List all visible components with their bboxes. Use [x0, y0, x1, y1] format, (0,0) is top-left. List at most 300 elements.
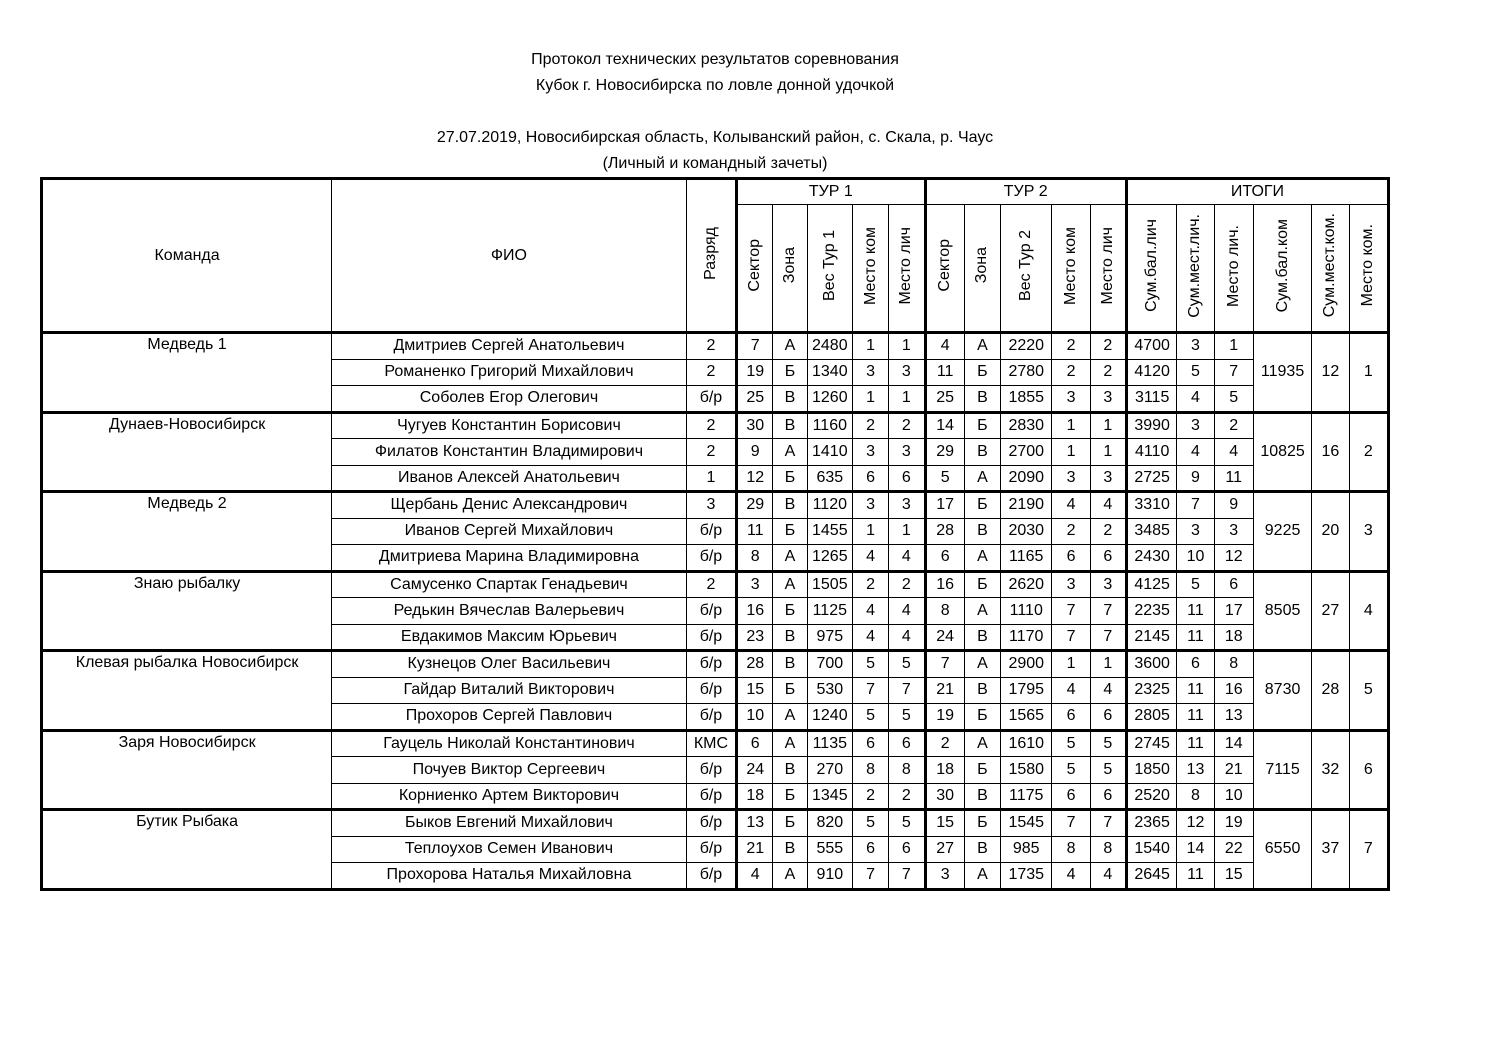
place-ind-total-cell: 8: [1214, 651, 1253, 678]
rank-cell: б/р: [686, 810, 736, 837]
rank-cell: 2: [686, 439, 736, 466]
zone2-cell: В: [964, 439, 1000, 466]
sector2-cell: 19: [925, 704, 964, 731]
sector2-cell: 16: [925, 571, 964, 598]
place-team2-cell: 2: [1052, 518, 1090, 545]
zone1-cell: Б: [773, 518, 807, 545]
sum-points-ind-cell: 2430: [1126, 545, 1176, 572]
place-ind1-cell: 5: [889, 651, 925, 678]
sum-places-ind-cell: 11: [1177, 863, 1214, 890]
place-ind1-cell: 7: [889, 863, 925, 890]
place-team2-cell: 4: [1052, 863, 1090, 890]
zone1-cell: Б: [773, 465, 807, 492]
rank-cell: б/р: [686, 783, 736, 810]
sector1-cell: 4: [737, 863, 773, 890]
rank-cell: б/р: [686, 836, 736, 863]
zone2-cell: А: [964, 651, 1000, 678]
place-team1-cell: 4: [852, 624, 888, 651]
sum-points-team-cell: 11935: [1253, 333, 1311, 413]
sum-points-ind-cell: 3115: [1126, 386, 1176, 413]
weight2-cell: 2190: [1001, 492, 1052, 519]
sum-places-ind-cell: 11: [1177, 704, 1214, 731]
sum-places-team-cell: 27: [1312, 571, 1349, 651]
place-ind1-cell: 1: [889, 518, 925, 545]
place-team1-cell: 7: [852, 677, 888, 704]
place-team1-cell: 1: [852, 518, 888, 545]
sector2-cell: 24: [925, 624, 964, 651]
fio-column-header: ФИО: [332, 179, 687, 333]
place-team1-cell: 1: [852, 386, 888, 413]
weight2-cell: 1175: [1001, 783, 1052, 810]
sector1-cell: 13: [737, 810, 773, 837]
sector1-cell: 15: [737, 677, 773, 704]
place-team1-cell: 3: [852, 439, 888, 466]
weight2-cell: 2090: [1001, 465, 1052, 492]
place-team2-cell: 7: [1052, 624, 1090, 651]
place-team2-cell: 3: [1052, 571, 1090, 598]
team-name-cell: Знаю рыбалку: [42, 571, 332, 651]
rank-cell: 2: [686, 333, 736, 360]
weight2-cell: 2620: [1001, 571, 1052, 598]
place-ind1-cell: 5: [889, 810, 925, 837]
fio-cell: Кузнецов Олег Васильевич: [332, 651, 687, 678]
zone1-cell: А: [773, 571, 807, 598]
place-team1-cell: 7: [852, 863, 888, 890]
sector1-cell: 9: [737, 439, 773, 466]
fio-cell: Теплоухов Семен Иванович: [332, 836, 687, 863]
place-ind-total-cell: 15: [1214, 863, 1253, 890]
place-ind1-cell: 5: [889, 704, 925, 731]
zone2-cell: А: [964, 730, 1000, 757]
sum-places-ind-cell: 4: [1177, 439, 1214, 466]
place-ind2-cell: 5: [1090, 730, 1126, 757]
rank-cell: 2: [686, 571, 736, 598]
team-name-cell: Медведь 1: [42, 333, 332, 413]
place-team2-cell: 6: [1052, 545, 1090, 572]
sum-points-ind-cell: 3485: [1126, 518, 1176, 545]
zone2-cell: Б: [964, 757, 1000, 784]
sector1-cell: 23: [737, 624, 773, 651]
zone1-cell: В: [773, 624, 807, 651]
zone1-cell: В: [773, 757, 807, 784]
weight2-cell: 2900: [1001, 651, 1052, 678]
place-ind-total-cell: 21: [1214, 757, 1253, 784]
sum-points-team-cell: 7115: [1253, 730, 1311, 810]
zone1-cell: Б: [773, 598, 807, 625]
place-ind-total-cell: 4: [1214, 439, 1253, 466]
sector2-cell: 30: [925, 783, 964, 810]
zone2-cell: А: [964, 465, 1000, 492]
sum-places-ind-header: Сум.мест.лич.: [1177, 205, 1214, 333]
weight2-cell: 2780: [1001, 359, 1052, 386]
place-ind2-cell: 1: [1090, 439, 1126, 466]
sum-places-ind-cell: 11: [1177, 598, 1214, 625]
place-ind2-cell: 6: [1090, 783, 1126, 810]
weight1-cell: 1345: [807, 783, 852, 810]
zone2-cell: В: [964, 518, 1000, 545]
sector1-cell: 6: [737, 730, 773, 757]
cup-title: Кубок г. Новосибирска по ловле донной удочкой: [535, 77, 895, 94]
zone2-cell: Б: [964, 412, 1000, 439]
place-ind2-cell: 3: [1090, 465, 1126, 492]
zone2-cell: Б: [964, 571, 1000, 598]
sum-points-ind-cell: 2645: [1126, 863, 1176, 890]
fio-cell: Соболев Егор Олегович: [332, 386, 687, 413]
fio-cell: Филатов Константин Владимирович: [332, 439, 687, 466]
sum-places-team-cell: 20: [1312, 492, 1349, 572]
sector2-header: Сектор: [925, 205, 964, 333]
place-team2-cell: 6: [1052, 704, 1090, 731]
zone2-cell: Б: [964, 492, 1000, 519]
sector2-cell: 11: [925, 359, 964, 386]
sum-points-ind-cell: 2235: [1126, 598, 1176, 625]
sector2-cell: 5: [925, 465, 964, 492]
sum-places-ind-cell: 8: [1177, 783, 1214, 810]
team-name-cell: Дунаев-Новосибирск: [42, 412, 332, 492]
sum-places-ind-cell: 3: [1177, 333, 1214, 360]
fio-cell: Гайдар Виталий Викторович: [332, 677, 687, 704]
place-ind1-cell: 6: [889, 730, 925, 757]
sum-points-team-cell: 10825: [1253, 412, 1311, 492]
sum-points-team-cell: 8730: [1253, 651, 1311, 731]
place-ind1-header: Место лич: [889, 205, 925, 333]
place-team2-cell: 8: [1052, 836, 1090, 863]
fio-cell: Прохорова Наталья Михайловна: [332, 863, 687, 890]
place-ind2-cell: 8: [1090, 836, 1126, 863]
sector2-cell: 2: [925, 730, 964, 757]
zone1-header: Зона: [773, 205, 807, 333]
place-team1-cell: 3: [852, 492, 888, 519]
rank-cell: 3: [686, 492, 736, 519]
place-team2-cell: 3: [1052, 386, 1090, 413]
place-ind2-cell: 7: [1090, 598, 1126, 625]
table-row: [42, 571, 1389, 598]
sum-places-ind-cell: 11: [1177, 677, 1214, 704]
place-team1-cell: 5: [852, 810, 888, 837]
place-ind1-cell: 1: [889, 333, 925, 360]
place-ind2-cell: 1: [1090, 651, 1126, 678]
place-ind1-cell: 7: [889, 677, 925, 704]
place-ind2-cell: 1: [1090, 412, 1126, 439]
totals-header: ИТОГИ: [1126, 179, 1388, 205]
sum-places-ind-cell: 5: [1177, 571, 1214, 598]
sum-points-ind-cell: 3600: [1126, 651, 1176, 678]
place-ind-total-cell: 19: [1214, 810, 1253, 837]
place-ind1-cell: 3: [889, 439, 925, 466]
place-team-total-cell: 7: [1349, 810, 1388, 890]
team-name-cell: Бутик Рыбака: [42, 810, 332, 890]
zone1-cell: А: [773, 545, 807, 572]
place-ind-total-cell: 22: [1214, 836, 1253, 863]
place-team2-header: Место ком: [1052, 205, 1090, 333]
weight2-header: Вес Тур 2: [1001, 205, 1052, 333]
fio-cell: Почуев Виктор Сергеевич: [332, 757, 687, 784]
place-team2-cell: 2: [1052, 333, 1090, 360]
place-ind-total-cell: 18: [1214, 624, 1253, 651]
place-team1-cell: 3: [852, 359, 888, 386]
sector1-cell: 25: [737, 386, 773, 413]
place-team2-cell: 2: [1052, 359, 1090, 386]
place-ind-total-cell: 12: [1214, 545, 1253, 572]
place-ind2-cell: 6: [1090, 545, 1126, 572]
sector1-cell: 16: [737, 598, 773, 625]
place-ind1-cell: 2: [889, 571, 925, 598]
weight2-cell: 2220: [1001, 333, 1052, 360]
weight1-cell: 530: [807, 677, 852, 704]
sector1-cell: 12: [737, 465, 773, 492]
rank-cell: б/р: [686, 677, 736, 704]
weight2-cell: 2030: [1001, 518, 1052, 545]
place-team2-cell: 1: [1052, 439, 1090, 466]
place-team1-cell: 2: [852, 412, 888, 439]
place-ind-total-cell: 16: [1214, 677, 1253, 704]
fio-cell: Прохоров Сергей Павлович: [332, 704, 687, 731]
place-ind1-cell: 6: [889, 836, 925, 863]
sector2-cell: 15: [925, 810, 964, 837]
zone2-cell: А: [964, 545, 1000, 572]
place-ind1-cell: 4: [889, 545, 925, 572]
place-team1-cell: 5: [852, 704, 888, 731]
place-ind2-header: Место лич: [1090, 205, 1126, 333]
place-ind-total-cell: 2: [1214, 412, 1253, 439]
sum-places-ind-cell: 12: [1177, 810, 1214, 837]
sector2-cell: 21: [925, 677, 964, 704]
zone1-cell: А: [773, 333, 807, 360]
zone1-cell: А: [773, 439, 807, 466]
sum-points-ind-cell: 4120: [1126, 359, 1176, 386]
zone2-cell: В: [964, 783, 1000, 810]
place-team2-cell: 5: [1052, 730, 1090, 757]
fio-cell: Дмитриев Сергей Анатольевич: [332, 333, 687, 360]
place-ind1-cell: 8: [889, 757, 925, 784]
sum-points-team-header: Сум.бал.ком: [1253, 205, 1311, 333]
sector1-cell: 8: [737, 545, 773, 572]
weight1-cell: 1125: [807, 598, 852, 625]
place-team1-cell: 4: [852, 545, 888, 572]
sector2-cell: 7: [925, 651, 964, 678]
rank-cell: б/р: [686, 704, 736, 731]
weight1-cell: 700: [807, 651, 852, 678]
weight2-cell: 1855: [1001, 386, 1052, 413]
place-ind2-cell: 7: [1090, 810, 1126, 837]
zone2-cell: А: [964, 863, 1000, 890]
place-ind1-cell: 2: [889, 783, 925, 810]
sector2-cell: 8: [925, 598, 964, 625]
place-ind1-cell: 2: [889, 412, 925, 439]
zone1-cell: В: [773, 492, 807, 519]
zone2-cell: В: [964, 836, 1000, 863]
weight2-cell: 2700: [1001, 439, 1052, 466]
place-team2-cell: 6: [1052, 783, 1090, 810]
sector1-cell: 28: [737, 651, 773, 678]
weight2-cell: 1545: [1001, 810, 1052, 837]
sector1-cell: 18: [737, 783, 773, 810]
zone1-cell: А: [773, 730, 807, 757]
sum-points-ind-cell: 1540: [1126, 836, 1176, 863]
weight1-cell: 1265: [807, 545, 852, 572]
place-ind-total-cell: 3: [1214, 518, 1253, 545]
place-team1-cell: 4: [852, 598, 888, 625]
table-row: [42, 492, 1389, 519]
weight1-cell: 1240: [807, 704, 852, 731]
place-team1-cell: 6: [852, 730, 888, 757]
fio-cell: Самусенко Спартак Генадьевич: [332, 571, 687, 598]
place-ind1-cell: 1: [889, 386, 925, 413]
place-team1-cell: 1: [852, 333, 888, 360]
sum-places-team-cell: 12: [1312, 333, 1349, 413]
place-team2-cell: 7: [1052, 810, 1090, 837]
sum-places-ind-cell: 11: [1177, 730, 1214, 757]
results-body: [42, 333, 1389, 890]
sector2-cell: 25: [925, 386, 964, 413]
weight1-cell: 975: [807, 624, 852, 651]
weight1-cell: 910: [807, 863, 852, 890]
zone2-cell: Б: [964, 810, 1000, 837]
place-ind2-cell: 2: [1090, 518, 1126, 545]
place-team1-header: Место ком: [852, 205, 888, 333]
sum-points-ind-cell: 2325: [1126, 677, 1176, 704]
zone1-cell: В: [773, 651, 807, 678]
table-row: [42, 333, 1389, 360]
weight1-cell: 1160: [807, 412, 852, 439]
fio-cell: Романенко Григорий Михайлович: [332, 359, 687, 386]
sector1-cell: 7: [737, 333, 773, 360]
fio-cell: Гауцель Николай Константинович: [332, 730, 687, 757]
place-team-total-cell: 4: [1349, 571, 1388, 651]
weight1-cell: 820: [807, 810, 852, 837]
rank-cell: б/р: [686, 545, 736, 572]
place-team-total-cell: 6: [1349, 730, 1388, 810]
weight2-cell: 1610: [1001, 730, 1052, 757]
place-ind2-cell: 3: [1090, 571, 1126, 598]
sum-places-team-cell: 32: [1312, 730, 1349, 810]
place-ind2-cell: 7: [1090, 624, 1126, 651]
rank-cell: 2: [686, 359, 736, 386]
sum-points-ind-cell: 4110: [1126, 439, 1176, 466]
sector1-cell: 30: [737, 412, 773, 439]
place-ind-total-cell: 13: [1214, 704, 1253, 731]
tour2-header: ТУР 2: [925, 179, 1126, 205]
zone2-cell: Б: [964, 704, 1000, 731]
fio-cell: Редькин Вячеслав Валерьевич: [332, 598, 687, 625]
fio-cell: Евдакимов Максим Юрьевич: [332, 624, 687, 651]
weight1-cell: 1135: [807, 730, 852, 757]
sum-points-ind-cell: 3310: [1126, 492, 1176, 519]
zone1-cell: В: [773, 386, 807, 413]
date-location: 27.07.2019, Новосибирская область, Колыванский район, с. Скала, р. Чаус: [436, 129, 994, 146]
fio-cell: Щербань Денис Александрович: [332, 492, 687, 519]
weight1-header: Вес Тур 1: [807, 205, 852, 333]
competition-type: (Личный и командный зачеты): [602, 155, 828, 172]
place-ind1-cell: 3: [889, 492, 925, 519]
place-ind1-cell: 4: [889, 598, 925, 625]
place-ind1-cell: 3: [889, 359, 925, 386]
sector1-header: Сектор: [737, 205, 773, 333]
sector2-cell: 18: [925, 757, 964, 784]
tour1-header: ТУР 1: [737, 179, 925, 205]
sum-points-ind-cell: 2805: [1126, 704, 1176, 731]
rank-cell: б/р: [686, 757, 736, 784]
protocol-title: Протокол технических результатов соревнования: [531, 51, 899, 68]
weight1-cell: 1340: [807, 359, 852, 386]
place-team1-cell: 2: [852, 571, 888, 598]
sum-points-team-cell: 8505: [1253, 571, 1311, 651]
weight2-cell: 1795: [1001, 677, 1052, 704]
weight2-cell: 1170: [1001, 624, 1052, 651]
weight1-cell: 1260: [807, 386, 852, 413]
place-team2-cell: 5: [1052, 757, 1090, 784]
place-ind-total-cell: 14: [1214, 730, 1253, 757]
sector1-cell: 19: [737, 359, 773, 386]
weight1-cell: 270: [807, 757, 852, 784]
team-name-cell: Клевая рыбалка Новосибирск: [42, 651, 332, 731]
weight2-cell: 1110: [1001, 598, 1052, 625]
place-team2-cell: 1: [1052, 412, 1090, 439]
place-team2-cell: 3: [1052, 465, 1090, 492]
place-ind-total-cell: 1: [1214, 333, 1253, 360]
sum-places-ind-cell: 9: [1177, 465, 1214, 492]
sum-points-ind-cell: 2145: [1126, 624, 1176, 651]
place-ind2-cell: 4: [1090, 677, 1126, 704]
results-table: [40, 177, 1390, 891]
table-row: [42, 810, 1389, 837]
sector2-cell: 27: [925, 836, 964, 863]
zone2-cell: А: [964, 333, 1000, 360]
sum-places-ind-cell: 13: [1177, 757, 1214, 784]
place-ind-total-cell: 17: [1214, 598, 1253, 625]
sum-places-team-cell: 28: [1312, 651, 1349, 731]
table-row: [42, 412, 1389, 439]
place-team-total-cell: 3: [1349, 492, 1388, 572]
sum-points-team-cell: 9225: [1253, 492, 1311, 572]
place-team2-cell: 4: [1052, 492, 1090, 519]
place-ind-total-cell: 7: [1214, 359, 1253, 386]
table-row: [42, 730, 1389, 757]
sum-places-ind-cell: 11: [1177, 624, 1214, 651]
place-team2-cell: 7: [1052, 598, 1090, 625]
weight1-cell: 1455: [807, 518, 852, 545]
sum-places-team-header: Сум.мест.ком.: [1312, 205, 1349, 333]
place-team1-cell: 6: [852, 465, 888, 492]
place-ind1-cell: 4: [889, 624, 925, 651]
sum-points-ind-cell: 3990: [1126, 412, 1176, 439]
rank-cell: КМС: [686, 730, 736, 757]
sector2-cell: 29: [925, 439, 964, 466]
sector1-cell: 11: [737, 518, 773, 545]
place-team-total-cell: 1: [1349, 333, 1388, 413]
zone1-cell: А: [773, 863, 807, 890]
sum-places-ind-cell: 3: [1177, 518, 1214, 545]
weight1-cell: 635: [807, 465, 852, 492]
sector1-cell: 29: [737, 492, 773, 519]
fio-cell: Корниенко Артем Викторович: [332, 783, 687, 810]
fio-cell: Иванов Алексей Анатольевич: [332, 465, 687, 492]
sum-places-team-cell: 37: [1312, 810, 1349, 890]
fio-cell: Дмитриева Марина Владимировна: [332, 545, 687, 572]
rank-cell: 2: [686, 412, 736, 439]
sector1-cell: 21: [737, 836, 773, 863]
sum-points-ind-cell: 4700: [1126, 333, 1176, 360]
sum-places-ind-cell: 7: [1177, 492, 1214, 519]
sector1-cell: 24: [737, 757, 773, 784]
place-ind2-cell: 5: [1090, 757, 1126, 784]
sum-points-ind-header: Сум.бал.лич: [1126, 205, 1176, 333]
team-name-cell: Медведь 2: [42, 492, 332, 572]
sum-points-ind-cell: 2365: [1126, 810, 1176, 837]
place-ind-total-cell: 6: [1214, 571, 1253, 598]
sum-places-ind-cell: 3: [1177, 412, 1214, 439]
weight2-cell: 1735: [1001, 863, 1052, 890]
